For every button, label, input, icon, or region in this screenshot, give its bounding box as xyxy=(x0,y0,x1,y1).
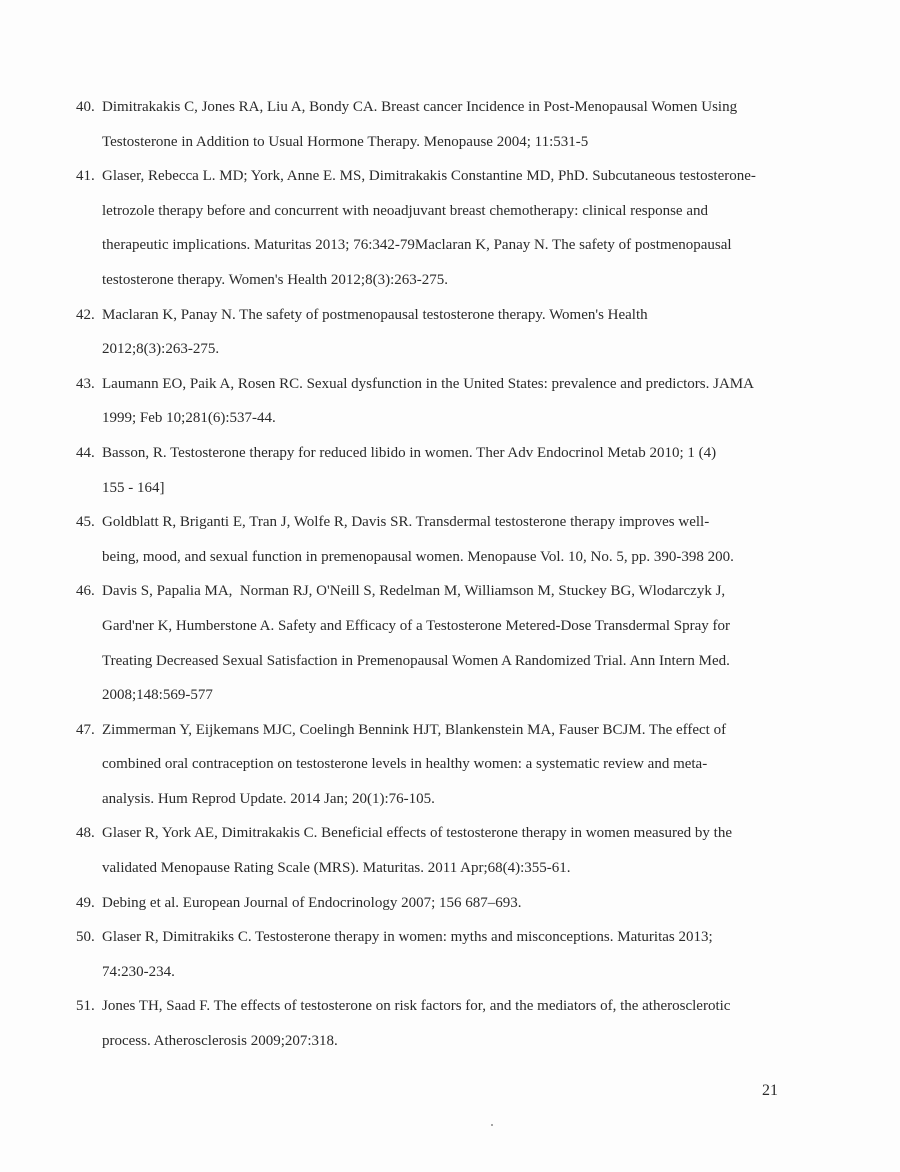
reference-number: 44. xyxy=(76,444,95,461)
reference-item xyxy=(76,298,788,367)
scan-speck xyxy=(491,1124,493,1126)
reference-number: 48. xyxy=(76,825,95,842)
reference-item xyxy=(76,989,788,1058)
reference-text xyxy=(102,298,788,367)
reference-line: Goldblatt R, Briganti E, Tran J, Wolfe R, Davis SR. Transdermal testosterone therapy improves well- xyxy=(102,514,710,531)
page-number: 21 xyxy=(762,1082,778,1099)
reference-line: 74:230-234. xyxy=(102,963,175,980)
reference-text xyxy=(102,886,788,921)
reference-line: analysis. Hum Reprod Update. 2014 Jan; 20(1):76-105. xyxy=(102,790,435,807)
reference-number: 51. xyxy=(76,998,95,1015)
reference-number: 41. xyxy=(76,168,95,185)
reference-line: Davis S, Papalia MA, Norman RJ, O'Neill S, Redelman M, Williamson M, Stuckey BG, Wlodarczyk J, xyxy=(102,583,726,600)
reference-line: letrozole therapy before and concurrent with neoadjuvant breast chemotherapy: clinical response and xyxy=(102,202,708,219)
reference-line: Treating Decreased Sexual Satisfaction in Premenopausal Women A Randomized Trial. Ann Intern Med. xyxy=(102,652,730,669)
reference-line: Glaser, Rebecca L. MD; York, Anne E. MS, Dimitrakakis Constantine MD, PhD. Subcutaneous testosterone- xyxy=(102,168,756,185)
reference-text xyxy=(102,505,788,574)
reference-list xyxy=(76,90,788,1059)
reference-item xyxy=(76,505,788,574)
reference-line: 2008;148:569-577 xyxy=(102,687,213,704)
reference-line: validated Menopause Rating Scale (MRS). Maturitas. 2011 Apr;68(4):355-61. xyxy=(102,860,571,877)
reference-text xyxy=(102,90,788,159)
reference-text xyxy=(102,436,788,505)
reference-text xyxy=(102,920,788,989)
reference-item xyxy=(76,574,788,712)
reference-text xyxy=(102,989,788,1058)
reference-number: 42. xyxy=(76,306,95,323)
reference-line: 1999; Feb 10;281(6):537-44. xyxy=(102,410,276,427)
reference-item xyxy=(76,713,788,817)
reference-item xyxy=(76,436,788,505)
reference-number: 49. xyxy=(76,894,95,911)
reference-number: 50. xyxy=(76,929,95,946)
reference-item xyxy=(76,367,788,436)
reference-number: 45. xyxy=(76,514,95,531)
reference-line: Testosterone in Addition to Usual Hormone Therapy. Menopause 2004; 11:531-5 xyxy=(102,133,589,150)
reference-line: 155 - 164] xyxy=(102,479,165,496)
reference-text xyxy=(102,713,788,817)
reference-line: Glaser R, York AE, Dimitrakakis C. Beneficial effects of testosterone therapy in women measured by the xyxy=(102,825,732,842)
reference-text xyxy=(102,816,788,885)
reference-line: Glaser R, Dimitrakiks C. Testosterone therapy in women: myths and misconceptions. Maturitas 2013; xyxy=(102,929,713,946)
reference-line: Basson, R. Testosterone therapy for reduced libido in women. Ther Adv Endocrinol Metab 2010; 1 (4) xyxy=(102,444,717,461)
reference-line: Zimmerman Y, Eijkemans MJC, Coelingh Bennink HJT, Blankenstein MA, Fauser BCJM. The effect of xyxy=(102,721,727,738)
reference-item xyxy=(76,816,788,885)
reference-line: 2012;8(3):263-275. xyxy=(102,341,220,358)
reference-item xyxy=(76,90,788,159)
reference-item xyxy=(76,886,788,921)
reference-line: being, mood, and sexual function in premenopausal women. Menopause Vol. 10, No. 5, pp. 390-398 200. xyxy=(102,548,734,565)
reference-number: 40. xyxy=(76,99,95,115)
reference-number: 46. xyxy=(76,583,95,600)
reference-line: combined oral contraception on testosterone levels in healthy women: a systematic review and meta- xyxy=(102,756,708,773)
reference-text xyxy=(102,574,788,712)
reference-line: Laumann EO, Paik A, Rosen RC. Sexual dysfunction in the United States: prevalence and predictors. JAMA xyxy=(102,375,754,392)
reference-item xyxy=(76,159,788,297)
reference-text xyxy=(102,367,788,436)
reference-line: testosterone therapy. Women's Health 2012;8(3):263-275. xyxy=(102,271,449,288)
reference-number: 43. xyxy=(76,375,95,392)
reference-line: Gard'ner K, Humberstone A. Safety and Efficacy of a Testosterone Metered-Dose Transdermal Spray for xyxy=(102,617,731,634)
reference-line: Maclaran K, Panay N. The safety of postmenopausal testosterone therapy. Women's Health xyxy=(102,306,648,323)
reference-number: 47. xyxy=(76,721,95,738)
reference-line: Debing et al. European Journal of Endocrinology 2007; 156 687–693. xyxy=(102,894,522,911)
reference-line: Dimitrakakis C, Jones RA, Liu A, Bondy CA. Breast cancer Incidence in Post-Menopausal Women Using xyxy=(102,99,738,115)
reference-line: Jones TH, Saad F. The effects of testosterone on risk factors for, and the mediators of, the atherosclerotic xyxy=(102,998,731,1015)
reference-line: process. Atherosclerosis 2009;207:318. xyxy=(102,1033,338,1050)
reference-item xyxy=(76,920,788,989)
reference-text xyxy=(102,159,788,297)
reference-line: therapeutic implications. Maturitas 2013; 76:342-79Maclaran K, Panay N. The safety of postmenopausal xyxy=(102,237,732,254)
